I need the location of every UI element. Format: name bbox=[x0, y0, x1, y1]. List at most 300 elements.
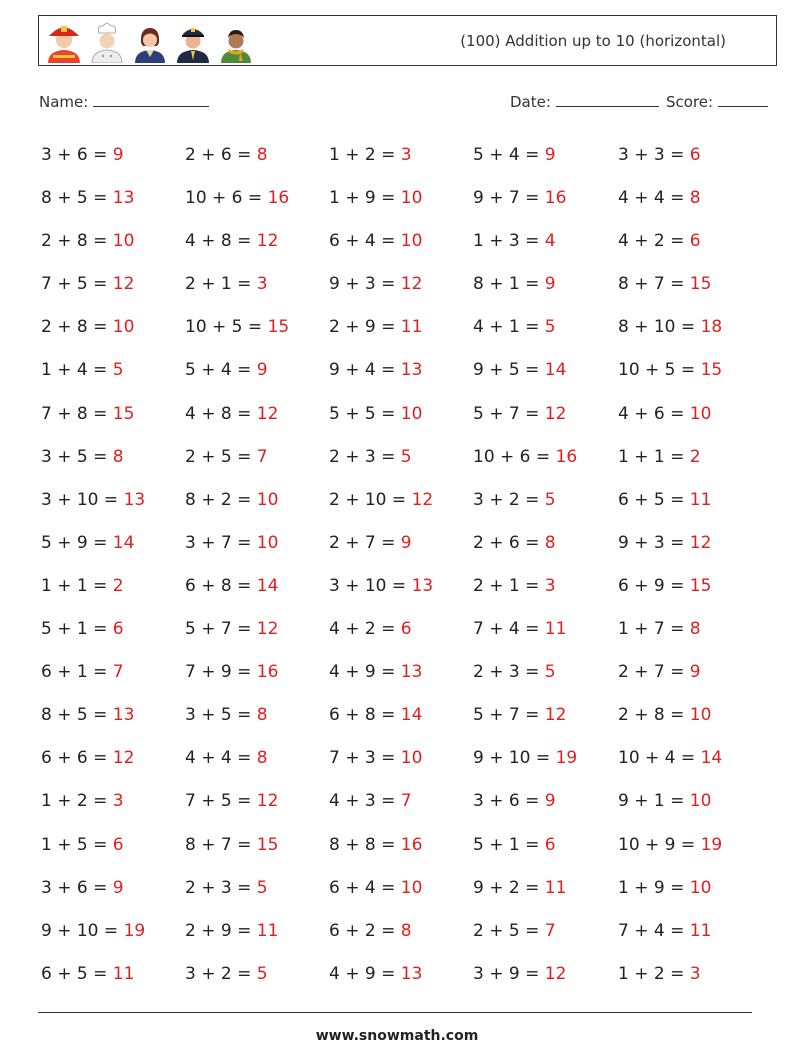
problem-question: 5 + 1 = bbox=[473, 834, 540, 855]
problem-answer: 3 bbox=[544, 575, 556, 596]
problem-item bbox=[41, 695, 134, 735]
problem-answer: 8 bbox=[256, 145, 268, 165]
problem-item bbox=[618, 437, 701, 477]
problem-answer: 6 bbox=[112, 834, 124, 855]
problem-answer: 14 bbox=[700, 748, 723, 769]
problem-item bbox=[473, 911, 556, 951]
problem-answer: 10 bbox=[400, 748, 423, 769]
problem-item bbox=[473, 350, 566, 390]
problem-question: 5 + 4 = bbox=[473, 145, 540, 165]
problem-item bbox=[41, 781, 124, 821]
problem-question: 1 + 2 = bbox=[41, 791, 108, 812]
worksheet-title: (100) Addition up to 10 (horizontal) bbox=[460, 32, 726, 50]
date-line[interactable] bbox=[556, 92, 659, 107]
problem-question: 7 + 4 = bbox=[473, 619, 540, 640]
problem-item bbox=[618, 221, 701, 261]
problem-question: 3 + 2 = bbox=[473, 489, 540, 510]
problem-item bbox=[41, 437, 124, 477]
problem-answer: 5 bbox=[400, 446, 412, 467]
problem-answer: 8 bbox=[112, 446, 124, 467]
problem-answer: 15 bbox=[256, 834, 279, 855]
problem-question: 5 + 7 = bbox=[473, 403, 540, 424]
problem-answer: 6 bbox=[400, 619, 412, 640]
problem-answer: 5 bbox=[544, 662, 556, 683]
problem-question: 2 + 3 = bbox=[473, 662, 540, 683]
problem-question: 4 + 2 = bbox=[329, 619, 396, 640]
problem-answer: 2 bbox=[689, 446, 701, 467]
problem-item bbox=[473, 609, 566, 649]
problem-item bbox=[618, 954, 701, 994]
problem-question: 1 + 9 = bbox=[618, 877, 685, 898]
problem-question: 2 + 3 = bbox=[185, 877, 252, 898]
problem-answer: 8 bbox=[256, 705, 268, 726]
problem-row bbox=[41, 954, 771, 997]
problem-answer: 3 bbox=[400, 145, 412, 165]
problem-row bbox=[41, 264, 771, 307]
problem-answer: 13 bbox=[123, 489, 146, 510]
problem-question: 1 + 4 = bbox=[41, 360, 108, 381]
problem-question: 3 + 10 = bbox=[329, 575, 407, 596]
problem-question: 4 + 9 = bbox=[329, 963, 396, 984]
date-label: Date: bbox=[510, 93, 551, 111]
problem-item bbox=[185, 911, 278, 951]
problem-row bbox=[41, 135, 771, 178]
problem-question: 6 + 8 = bbox=[185, 575, 252, 596]
problem-item bbox=[41, 480, 145, 520]
problem-row bbox=[41, 868, 771, 911]
problem-answer: 12 bbox=[256, 403, 279, 424]
problem-question: 6 + 4 = bbox=[329, 877, 396, 898]
problem-question: 2 + 6 = bbox=[473, 532, 540, 553]
problem-item bbox=[41, 609, 124, 649]
problem-item bbox=[41, 307, 134, 347]
problem-item bbox=[41, 566, 124, 606]
footer-url: www.snowmath.com bbox=[315, 1028, 479, 1044]
problem-answer: 9 bbox=[112, 877, 124, 898]
problem-item bbox=[41, 135, 124, 175]
problem-answer: 8 bbox=[256, 748, 268, 769]
problem-answer: 10 bbox=[400, 231, 423, 252]
problem-answer: 19 bbox=[123, 920, 146, 941]
problem-answer: 12 bbox=[112, 748, 135, 769]
problem-row bbox=[41, 437, 771, 480]
problem-question: 2 + 5 = bbox=[185, 446, 252, 467]
problem-row bbox=[41, 781, 771, 824]
problem-answer: 16 bbox=[256, 662, 279, 683]
problem-answer: 12 bbox=[544, 403, 567, 424]
problem-question: 2 + 1 = bbox=[185, 274, 252, 295]
problem-item bbox=[473, 221, 556, 261]
problem-item bbox=[329, 523, 412, 563]
problem-row bbox=[41, 652, 771, 695]
problem-item bbox=[473, 868, 566, 908]
problem-question: 4 + 8 = bbox=[185, 403, 252, 424]
problem-answer: 14 bbox=[544, 360, 567, 381]
problem-question: 1 + 3 = bbox=[473, 231, 540, 252]
problem-item bbox=[473, 695, 566, 735]
problem-answer: 11 bbox=[544, 619, 567, 640]
problem-answer: 13 bbox=[400, 360, 423, 381]
problem-item bbox=[618, 911, 711, 951]
problem-question: 8 + 2 = bbox=[185, 489, 252, 510]
problem-question: 2 + 9 = bbox=[185, 920, 252, 941]
problem-question: 2 + 3 = bbox=[329, 446, 396, 467]
problem-question: 2 + 10 = bbox=[329, 489, 407, 510]
problem-item bbox=[618, 350, 722, 390]
problem-question: 2 + 5 = bbox=[473, 920, 540, 941]
problem-row bbox=[41, 566, 771, 609]
problem-item bbox=[618, 868, 711, 908]
problem-answer: 9 bbox=[400, 532, 412, 553]
score-line[interactable] bbox=[718, 92, 768, 107]
problem-item bbox=[618, 738, 722, 778]
police-officer-icon bbox=[174, 19, 212, 63]
problem-question: 10 + 4 = bbox=[618, 748, 696, 769]
problem-item bbox=[618, 264, 711, 304]
problem-row bbox=[41, 695, 771, 738]
problem-answer: 11 bbox=[689, 489, 712, 510]
problem-answer: 7 bbox=[400, 791, 412, 812]
problem-item bbox=[185, 437, 268, 477]
score-label: Score: bbox=[666, 93, 714, 111]
problem-answer: 19 bbox=[555, 748, 578, 769]
problem-question: 10 + 6 = bbox=[473, 446, 551, 467]
problem-question: 1 + 5 = bbox=[41, 834, 108, 855]
problem-question: 9 + 1 = bbox=[618, 791, 685, 812]
problem-question: 7 + 5 = bbox=[185, 791, 252, 812]
problem-question: 1 + 2 = bbox=[329, 145, 396, 165]
problem-question: 1 + 9 = bbox=[329, 188, 396, 209]
problem-item bbox=[473, 480, 556, 520]
problem-item bbox=[329, 738, 422, 778]
problem-item bbox=[329, 652, 422, 692]
problem-answer: 12 bbox=[400, 274, 423, 295]
problem-item bbox=[41, 394, 134, 434]
problem-item bbox=[329, 307, 422, 347]
problem-question: 8 + 10 = bbox=[618, 317, 696, 338]
problem-question: 9 + 3 = bbox=[618, 532, 685, 553]
problem-answer: 8 bbox=[400, 920, 412, 941]
problem-answer: 15 bbox=[700, 360, 723, 381]
problem-question: 2 + 8 = bbox=[41, 317, 108, 338]
problem-question: 9 + 2 = bbox=[473, 877, 540, 898]
problem-item bbox=[329, 394, 422, 434]
chef-icon bbox=[88, 19, 126, 63]
problem-question: 7 + 8 = bbox=[41, 403, 108, 424]
problem-question: 2 + 7 = bbox=[618, 662, 685, 683]
problem-item bbox=[473, 825, 556, 865]
problem-answer: 9 bbox=[689, 662, 701, 683]
problem-question: 5 + 1 = bbox=[41, 619, 108, 640]
problem-answer: 12 bbox=[411, 489, 434, 510]
problem-item bbox=[185, 609, 278, 649]
woman-icon bbox=[131, 19, 169, 63]
problem-answer: 12 bbox=[256, 619, 279, 640]
problem-item bbox=[185, 221, 278, 261]
problem-question: 6 + 5 = bbox=[618, 489, 685, 510]
problem-item bbox=[185, 178, 289, 218]
problem-item bbox=[329, 695, 422, 735]
problem-question: 10 + 9 = bbox=[618, 834, 696, 855]
problem-question: 4 + 1 = bbox=[473, 317, 540, 338]
problem-question: 9 + 4 = bbox=[329, 360, 396, 381]
problem-item bbox=[473, 523, 556, 563]
man-scarf-icon bbox=[217, 19, 255, 63]
problem-answer: 14 bbox=[256, 575, 279, 596]
problem-answer: 9 bbox=[544, 145, 556, 165]
problem-question: 3 + 5 = bbox=[185, 705, 252, 726]
problem-row bbox=[41, 523, 771, 566]
problem-item bbox=[185, 825, 278, 865]
problem-item bbox=[329, 350, 422, 390]
problem-question: 6 + 2 = bbox=[329, 920, 396, 941]
problem-answer: 15 bbox=[112, 403, 135, 424]
problem-question: 7 + 5 = bbox=[41, 274, 108, 295]
problem-item bbox=[329, 437, 412, 477]
problem-answer: 14 bbox=[112, 532, 135, 553]
problem-item bbox=[618, 135, 701, 175]
problem-answer: 11 bbox=[256, 920, 279, 941]
name-field bbox=[39, 92, 209, 111]
problem-question: 2 + 7 = bbox=[329, 532, 396, 553]
problem-question: 9 + 7 = bbox=[473, 188, 540, 209]
problem-question: 7 + 9 = bbox=[185, 662, 252, 683]
problem-item bbox=[41, 911, 145, 951]
problem-item bbox=[473, 738, 577, 778]
problem-item bbox=[185, 394, 278, 434]
problem-question: 10 + 6 = bbox=[185, 188, 263, 209]
problem-question: 4 + 3 = bbox=[329, 791, 396, 812]
problem-item bbox=[618, 523, 711, 563]
problem-answer: 6 bbox=[544, 834, 556, 855]
problem-answer: 15 bbox=[689, 575, 712, 596]
problem-answer: 7 bbox=[256, 446, 268, 467]
problem-question: 3 + 9 = bbox=[473, 963, 540, 984]
problem-item bbox=[185, 264, 268, 304]
problem-row bbox=[41, 911, 771, 954]
problem-item bbox=[185, 307, 289, 347]
problem-answer: 8 bbox=[689, 188, 701, 209]
problem-item bbox=[618, 480, 711, 520]
problem-question: 5 + 7 = bbox=[185, 619, 252, 640]
problem-question: 6 + 1 = bbox=[41, 662, 108, 683]
problem-question: 2 + 8 = bbox=[41, 231, 108, 252]
problem-item bbox=[185, 566, 278, 606]
problem-item bbox=[618, 394, 711, 434]
problem-answer: 6 bbox=[112, 619, 124, 640]
problem-answer: 4 bbox=[544, 231, 556, 252]
problem-answer: 10 bbox=[689, 791, 712, 812]
problem-question: 7 + 4 = bbox=[618, 920, 685, 941]
problem-question: 6 + 4 = bbox=[329, 231, 396, 252]
problem-answer: 12 bbox=[544, 963, 567, 984]
score-field bbox=[666, 92, 768, 111]
problem-row bbox=[41, 394, 771, 437]
problem-answer: 16 bbox=[555, 446, 578, 467]
problem-item bbox=[618, 609, 701, 649]
problem-item bbox=[41, 264, 134, 304]
problem-item bbox=[473, 394, 566, 434]
name-line[interactable] bbox=[93, 92, 209, 107]
problem-question: 3 + 6 = bbox=[41, 877, 108, 898]
problem-question: 1 + 1 = bbox=[618, 446, 685, 467]
problem-answer: 10 bbox=[689, 705, 712, 726]
problem-item bbox=[185, 695, 268, 735]
problem-item bbox=[41, 738, 134, 778]
problem-row bbox=[41, 350, 771, 393]
problem-item bbox=[618, 825, 722, 865]
problem-item bbox=[329, 911, 412, 951]
problem-answer: 11 bbox=[689, 920, 712, 941]
problem-item bbox=[329, 825, 422, 865]
problem-question: 6 + 8 = bbox=[329, 705, 396, 726]
problem-item bbox=[329, 609, 412, 649]
problem-item bbox=[473, 566, 556, 606]
problem-grid bbox=[41, 135, 771, 997]
problem-question: 3 + 6 = bbox=[473, 791, 540, 812]
problem-answer: 7 bbox=[112, 662, 124, 683]
problem-question: 4 + 4 = bbox=[185, 748, 252, 769]
problem-item bbox=[185, 868, 268, 908]
problem-item bbox=[185, 738, 268, 778]
problem-question: 4 + 9 = bbox=[329, 662, 396, 683]
problem-question: 10 + 5 = bbox=[185, 317, 263, 338]
problem-item bbox=[41, 868, 124, 908]
problem-answer: 12 bbox=[256, 231, 279, 252]
problem-item bbox=[473, 437, 577, 477]
problem-item bbox=[329, 135, 412, 175]
problem-question: 5 + 4 = bbox=[185, 360, 252, 381]
avatar-strip bbox=[45, 19, 255, 63]
problem-item bbox=[618, 307, 722, 347]
problem-question: 9 + 5 = bbox=[473, 360, 540, 381]
problem-answer: 10 bbox=[400, 877, 423, 898]
problem-item bbox=[618, 695, 711, 735]
problem-answer: 8 bbox=[544, 532, 556, 553]
problem-answer: 12 bbox=[112, 274, 135, 295]
problem-row bbox=[41, 178, 771, 221]
problem-answer: 13 bbox=[411, 575, 434, 596]
problem-item bbox=[473, 781, 556, 821]
problem-question: 3 + 7 = bbox=[185, 532, 252, 553]
problem-item bbox=[473, 307, 556, 347]
problem-item bbox=[329, 868, 422, 908]
problem-answer: 13 bbox=[400, 963, 423, 984]
problem-answer: 10 bbox=[400, 188, 423, 209]
firefighter-icon bbox=[45, 19, 83, 63]
problem-item bbox=[185, 652, 278, 692]
problem-answer: 5 bbox=[112, 360, 124, 381]
problem-item bbox=[618, 781, 711, 821]
problem-item bbox=[185, 954, 268, 994]
problem-question: 5 + 5 = bbox=[329, 403, 396, 424]
problem-answer: 10 bbox=[689, 403, 712, 424]
problem-item bbox=[329, 480, 433, 520]
problem-answer: 5 bbox=[544, 317, 556, 338]
problem-item bbox=[41, 221, 134, 261]
date-field bbox=[510, 92, 659, 111]
worksheet-header bbox=[38, 15, 777, 66]
problem-answer: 5 bbox=[544, 489, 556, 510]
problem-question: 5 + 9 = bbox=[41, 532, 108, 553]
problem-item bbox=[329, 566, 433, 606]
problem-item bbox=[473, 178, 566, 218]
problem-question: 2 + 8 = bbox=[618, 705, 685, 726]
problem-item bbox=[185, 350, 268, 390]
problem-answer: 16 bbox=[544, 188, 567, 209]
problem-row bbox=[41, 738, 771, 781]
problem-answer: 16 bbox=[400, 834, 423, 855]
problem-question: 1 + 1 = bbox=[41, 575, 108, 596]
problem-answer: 3 bbox=[112, 791, 124, 812]
problem-question: 2 + 1 = bbox=[473, 575, 540, 596]
problem-item bbox=[185, 480, 278, 520]
problem-question: 6 + 9 = bbox=[618, 575, 685, 596]
problem-item bbox=[618, 566, 711, 606]
problem-question: 9 + 10 = bbox=[41, 920, 119, 941]
problem-question: 6 + 6 = bbox=[41, 748, 108, 769]
problem-question: 8 + 5 = bbox=[41, 705, 108, 726]
problem-question: 1 + 7 = bbox=[618, 619, 685, 640]
problem-item bbox=[473, 652, 556, 692]
problem-answer: 10 bbox=[256, 532, 279, 553]
problem-item bbox=[41, 178, 134, 218]
problem-answer: 14 bbox=[400, 705, 423, 726]
problem-answer: 9 bbox=[256, 360, 268, 381]
problem-answer: 7 bbox=[544, 920, 556, 941]
problem-question: 4 + 8 = bbox=[185, 231, 252, 252]
problem-answer: 9 bbox=[112, 145, 124, 165]
problem-question: 3 + 5 = bbox=[41, 446, 108, 467]
problem-answer: 10 bbox=[689, 877, 712, 898]
problem-answer: 6 bbox=[689, 231, 701, 252]
problem-answer: 10 bbox=[112, 231, 135, 252]
problem-item bbox=[185, 781, 278, 821]
problem-question: 4 + 6 = bbox=[618, 403, 685, 424]
problem-answer: 2 bbox=[112, 575, 124, 596]
problem-question: 8 + 8 = bbox=[329, 834, 396, 855]
problem-row bbox=[41, 609, 771, 652]
problem-row bbox=[41, 307, 771, 350]
problem-item bbox=[185, 135, 268, 175]
problem-question: 9 + 3 = bbox=[329, 274, 396, 295]
problem-answer: 13 bbox=[400, 662, 423, 683]
problem-question: 7 + 3 = bbox=[329, 748, 396, 769]
problem-question: 2 + 9 = bbox=[329, 317, 396, 338]
problem-item bbox=[329, 954, 422, 994]
problem-answer: 3 bbox=[689, 963, 701, 984]
problem-item bbox=[473, 264, 556, 304]
problem-answer: 12 bbox=[689, 532, 712, 553]
problem-question: 8 + 7 = bbox=[185, 834, 252, 855]
problem-question: 10 + 5 = bbox=[618, 360, 696, 381]
problem-item bbox=[618, 652, 701, 692]
problem-item bbox=[473, 135, 556, 175]
problem-item bbox=[329, 264, 422, 304]
problem-answer: 10 bbox=[256, 489, 279, 510]
problem-question: 8 + 7 = bbox=[618, 274, 685, 295]
problem-question: 3 + 10 = bbox=[41, 489, 119, 510]
problem-answer: 19 bbox=[700, 834, 723, 855]
problem-item bbox=[41, 652, 124, 692]
problem-answer: 13 bbox=[112, 705, 135, 726]
problem-answer: 13 bbox=[112, 188, 135, 209]
problem-answer: 15 bbox=[267, 317, 290, 338]
problem-row bbox=[41, 221, 771, 264]
problem-answer: 5 bbox=[256, 963, 268, 984]
problem-item bbox=[329, 781, 412, 821]
name-label: Name: bbox=[39, 93, 89, 111]
